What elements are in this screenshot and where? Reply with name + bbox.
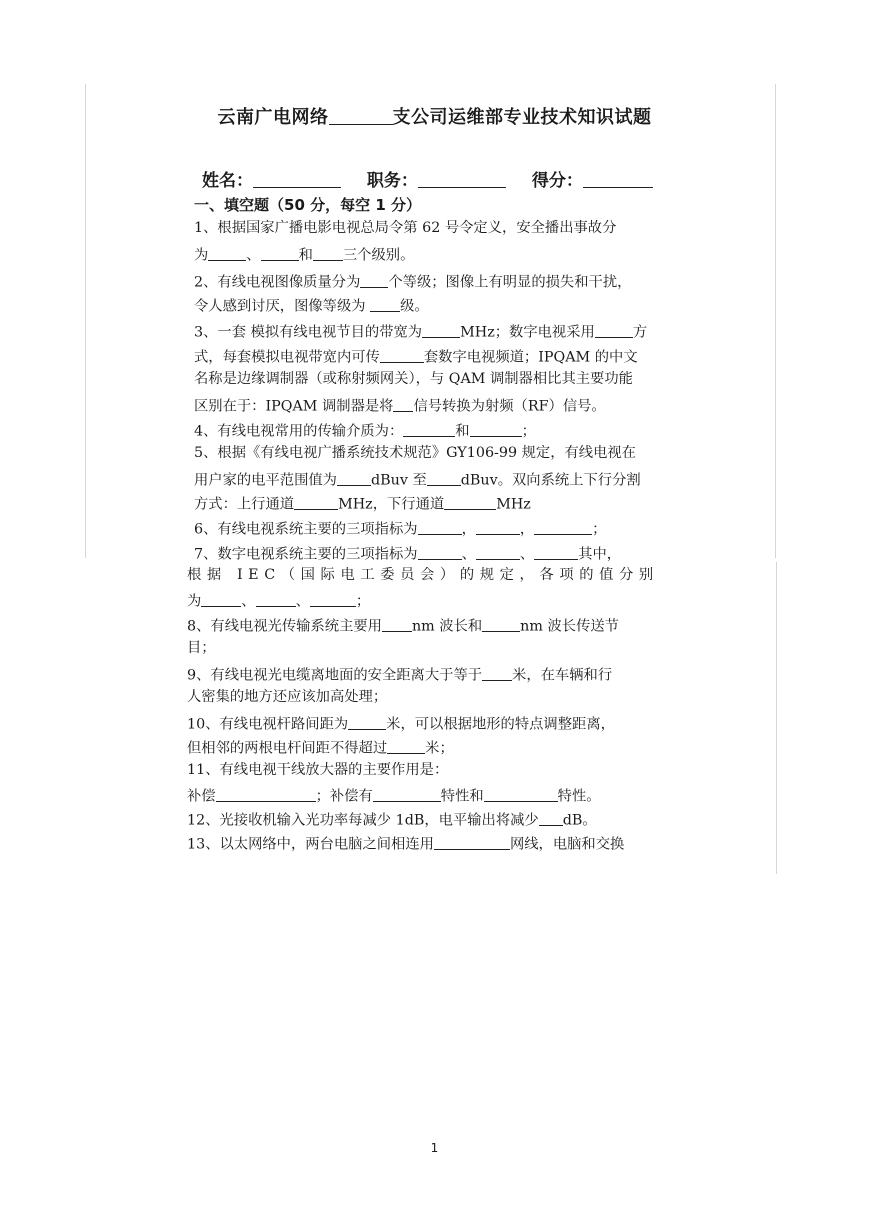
text-segment: 2、有线电视图像质量分为 <box>194 274 361 291</box>
blank <box>380 348 424 363</box>
text-segment: 8、有线电视光传输系统主要用 <box>187 618 382 635</box>
blank <box>261 246 299 261</box>
text-segment: 套数字电视频道；IPQAM 的中文 <box>423 349 638 366</box>
text-segment: 为 <box>194 247 209 264</box>
blank <box>201 592 241 607</box>
q8-line2: 目； <box>187 640 216 656</box>
text-segment: 、 <box>461 546 476 563</box>
text-segment: ； <box>592 521 607 538</box>
q5-line2 <box>194 471 641 488</box>
text-segment: MHz；数字电视采用 <box>460 324 595 341</box>
q2-line1 <box>194 273 631 290</box>
text-segment: dBuv。双向系统上下行分割 <box>460 472 641 489</box>
blank <box>393 397 413 412</box>
text-segment: 个等级；图像上有明显的损失和干扰， <box>388 274 632 291</box>
text-segment: 10、有线电视杆路间距为 <box>187 716 349 733</box>
text-segment: 用户家的电平范围值为 <box>194 472 337 489</box>
text-segment: 、 <box>295 593 310 610</box>
text-segment: 和 <box>298 247 313 264</box>
q7-line1 <box>194 545 621 562</box>
text-segment: nm 波长传送节 <box>520 618 619 635</box>
text-segment: 、 <box>246 247 261 264</box>
text-segment: 式，每套模拟电视带宽内可传 <box>194 349 380 366</box>
text-segment: 信号转换为射频（RF）信号。 <box>413 398 606 415</box>
text-segment: 方式：上行通道 <box>194 496 295 513</box>
text-segment: 6、有线电视系统主要的三项指标为 <box>194 521 418 538</box>
blank <box>329 106 393 125</box>
text-segment: 、 <box>519 546 535 563</box>
text-segment: ， <box>519 521 535 538</box>
text-segment: 其中， <box>578 546 622 563</box>
blank <box>427 471 461 486</box>
q3-line2 <box>194 348 638 365</box>
text-segment: ； <box>355 593 371 610</box>
text-segment: 3、一套 模拟有线电视节目的带宽为 <box>194 324 423 341</box>
position-label: 职务： <box>366 171 418 191</box>
position-blank <box>418 170 506 188</box>
text-segment: MHz，下行通道 <box>338 496 445 513</box>
text-segment: 米； <box>425 740 454 757</box>
blank <box>294 495 338 510</box>
blank <box>373 787 441 802</box>
q8-line1 <box>187 617 619 634</box>
q6-line1 <box>194 520 606 537</box>
text-segment: 和 <box>455 423 470 440</box>
blank <box>360 273 388 288</box>
text-segment: 但相邻的两根电杆间距不得超过 <box>187 740 388 757</box>
text-segment: nm 波长和 <box>411 618 483 635</box>
text-segment: 9、有线电视光电缆离地面的安全距离大于等于 <box>187 667 483 684</box>
text-segment: ； <box>521 423 536 440</box>
blank <box>256 592 296 607</box>
text-segment: 13、以太网络中，两台电脑之间相连用 <box>187 836 434 853</box>
blank <box>216 787 316 802</box>
text-segment: 补偿 <box>187 788 216 805</box>
page-edge-right <box>775 84 776 558</box>
blank <box>470 422 522 437</box>
q9-line1 <box>187 666 612 683</box>
q11-line2 <box>187 787 601 804</box>
q3-line4 <box>194 397 606 414</box>
q3-line3: 名称是边缘调制器（或称射频网关），与 QAM 调制器相比其主要功能 <box>194 371 633 387</box>
q1-line1: 1、根据国家广播电影电视总局令第 62 号令定义，安全播出事故分 <box>194 220 617 236</box>
page-title <box>0 103 869 129</box>
text-segment: 网线，电脑和交换 <box>509 836 625 853</box>
blank <box>534 520 592 535</box>
blank <box>208 246 246 261</box>
blank <box>348 715 386 730</box>
q10-line1 <box>187 715 615 732</box>
blank <box>422 323 460 338</box>
blank <box>434 835 510 850</box>
text-segment: 7、数字电视系统主要的三项指标为 <box>194 546 418 563</box>
blank <box>337 471 371 486</box>
blank <box>476 545 520 560</box>
q4-line1 <box>194 422 536 439</box>
text-segment: 令人感到讨厌，图像等级为 <box>194 298 371 315</box>
name-label: 姓名： <box>202 171 253 191</box>
text-segment: 4、有线电视常用的传输介质为： <box>194 423 404 440</box>
text-segment: 、 <box>241 593 256 610</box>
blank <box>418 545 462 560</box>
text-segment: 云南广电网络 <box>217 107 329 128</box>
text-segment: MHz <box>496 496 531 513</box>
q12-line1 <box>187 811 597 828</box>
score-label: 得分： <box>531 171 583 191</box>
text-segment: 特性和 <box>440 788 484 805</box>
text-segment: 方 <box>632 324 648 341</box>
blank <box>370 297 400 312</box>
q9-line2: 人密集的地方还应该加高处理； <box>187 689 388 705</box>
q11-line1: 11、有线电视干线放大器的主要作用是： <box>187 762 449 778</box>
blank <box>313 246 343 261</box>
page-number: 1 <box>430 1141 439 1155</box>
text-segment: 三个级别。 <box>342 247 415 264</box>
score-blank <box>583 170 653 188</box>
q2-line2 <box>194 297 429 314</box>
q13-line1 <box>187 835 624 852</box>
page-edge-left <box>85 84 86 558</box>
name-blank <box>253 170 341 188</box>
q7-line2: 根据 IEC（国际电工委员会）的规定，各项的值分别 <box>187 567 659 583</box>
q5-line3 <box>194 495 531 512</box>
q5-line1: 5、根据《有线电视广播系统技术规范》GY106-99 规定，有线电视在 <box>194 445 636 461</box>
text-segment: 特性。 <box>557 788 601 805</box>
text-segment: 12、光接收机输入光功率每减少 1dB，电平输出将减少 <box>187 812 539 829</box>
blank <box>534 545 578 560</box>
page-edge-right-lower <box>776 562 777 874</box>
text-segment: 为 <box>187 593 202 610</box>
blank <box>382 617 412 632</box>
info-row <box>202 166 653 191</box>
blank <box>595 323 633 338</box>
blank <box>310 592 356 607</box>
text-segment: 米，可以根据地形的特点调整距离， <box>386 716 615 733</box>
blank <box>444 495 496 510</box>
text-segment: ；补偿有 <box>315 788 373 805</box>
section-heading: 一、填空题（50 分，每空 1 分） <box>194 196 421 214</box>
text-segment: 区别在于：IPQAM 调制器是将 <box>194 398 394 415</box>
text-segment: dBuv 至 <box>370 472 427 489</box>
blank <box>403 422 455 437</box>
text-segment: ， <box>461 521 476 538</box>
q10-line2 <box>187 739 454 756</box>
blank <box>484 787 558 802</box>
q3-line1 <box>194 323 647 340</box>
text-segment: 米，在车辆和行 <box>512 667 613 684</box>
text-segment: dB。 <box>562 812 597 829</box>
blank <box>418 520 462 535</box>
text-segment: 级。 <box>400 298 429 315</box>
blank <box>476 520 520 535</box>
q7-line3 <box>187 592 370 609</box>
text-segment: 支公司运维部专业技术知识试题 <box>392 107 652 128</box>
blank <box>482 666 512 681</box>
q1-line2 <box>194 246 414 263</box>
blank <box>482 617 520 632</box>
blank <box>539 811 563 826</box>
blank <box>387 739 425 754</box>
